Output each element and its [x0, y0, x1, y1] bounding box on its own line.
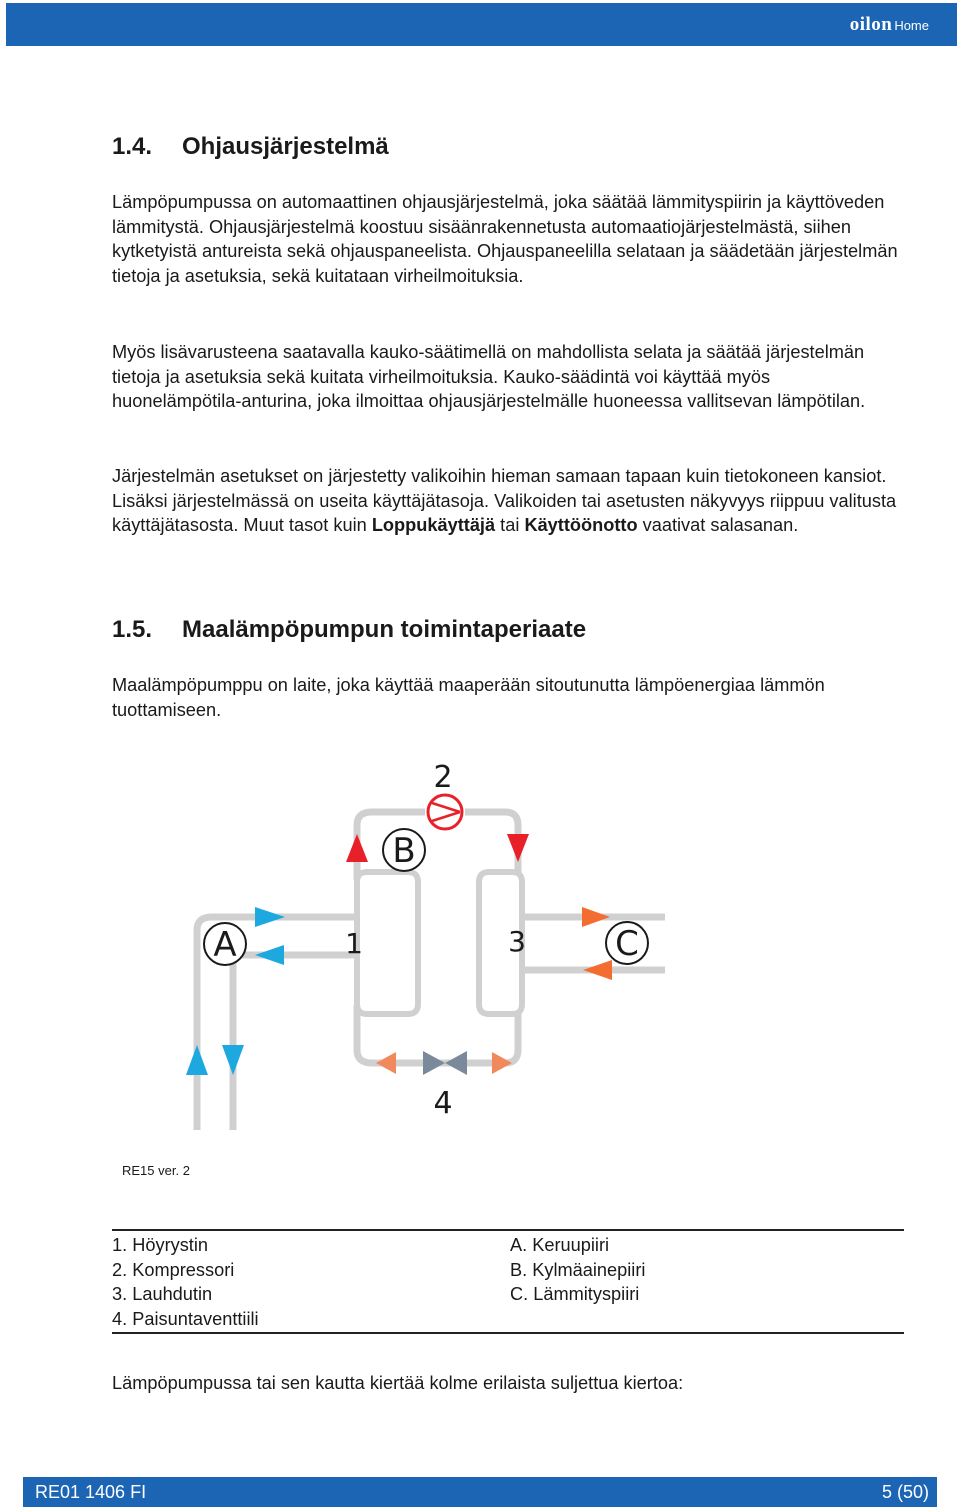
bold-kayttoonotto: Käyttöönotto: [524, 515, 638, 536]
logo-home-text: Home: [894, 18, 929, 33]
arrow-left-orange-icon: [583, 960, 612, 980]
section-number: 1.4.: [112, 133, 153, 160]
compressor-icon: [428, 795, 462, 829]
legend-top-rule: [112, 1229, 904, 1231]
legend-item-4: 4. Paisuntaventtiili: [112, 1309, 259, 1330]
section-heading-1-5: [112, 616, 586, 644]
label-3: 3: [508, 925, 526, 958]
paragraph-user-levels: [112, 464, 902, 538]
text-span: tai: [495, 515, 525, 536]
label-1: 1: [345, 927, 363, 960]
legend-table: [112, 1233, 645, 1332]
legend-item-1: 1. Höyrystin: [112, 1235, 209, 1255]
arrow-up-red-icon: [346, 834, 368, 862]
label-a: A: [213, 925, 237, 965]
section-number: 1.5.: [112, 616, 153, 643]
text-span: Järjestelmän asetukset on järjestetty valikoihin hieman samaan tapaan kuin tietokoneen kansiot. Lisäksi järjestelmässä on useita käyttäjätasoja. Valikoiden tai asetusten näkyvyys riippuu valitusta käyttäjätasosta. Muut tasot kuin: [112, 466, 897, 536]
header-bar: [6, 3, 957, 46]
legend-item-c: C. Lämmityspiiri: [510, 1284, 640, 1305]
legend-bottom-rule: [112, 1332, 904, 1334]
footer-bar: [23, 1477, 937, 1507]
label-4: 4: [433, 1086, 453, 1121]
paragraph-closing: Lämpöpumpussa tai sen kautta kiertää kolme erilaista suljettua kiertoa:: [112, 1373, 684, 1393]
evaporator-box: [357, 872, 418, 1014]
pipe-collector-out: [233, 955, 363, 1130]
arrow-left-salmon-icon: [376, 1052, 396, 1074]
arrow-right-salmon-icon: [492, 1052, 512, 1074]
diagram-caption: RE15 ver. 2: [122, 1163, 190, 1178]
expansion-valve-icon: [423, 1051, 467, 1075]
text-span: vaativat salasanan.: [637, 515, 799, 536]
bold-loppukayttaja: Loppukäyttäjä: [371, 515, 496, 536]
legend-row: [112, 1282, 645, 1307]
section-title: Maalämpöpumpun toimintaperiaate: [182, 616, 587, 643]
arrow-right-orange-icon: [582, 907, 610, 927]
paragraph-remote-controller: Myös lisävarusteena saatavalla kauko-säätimellä on mahdollista selata ja säätää järjestelmän tietoja ja asetuksia sekä kuitata virheilmoituksia. Kauko-säädintä voi käyttää myös huonelämpötila-anturina, joka ilmoittaa ohjausjärjestelmälle huoneessa vallitsevan lämpötilan.: [112, 342, 866, 412]
arrow-right-blue-icon: [255, 907, 285, 927]
section-title: Ohjausjärjestelmä: [182, 133, 389, 160]
paragraph-control-system: Lämpöpumpussa on automaattinen ohjausjärjestelmä, joka säätää lämmityspiirin ja käyttöveden lämmitystä. Ohjausjärjestelmä koostuu sisäänrakennetusta automaatiojärjestelmästä, siihen kytketyistä antureista sekä ohjauspaneelista. Ohjauspaneelilla selataan ja säädetään järjestelmän tietoja ja asetuksia, sekä kuitataan virheilmoituksia.: [112, 192, 898, 287]
heat-pump-diagram: [160, 750, 680, 1130]
arrow-down-blue-icon: [222, 1045, 244, 1075]
footer-page-number: 5 (50): [881, 1482, 929, 1502]
label-2: 2: [433, 760, 453, 795]
arrow-down-red-icon: [507, 834, 529, 862]
legend-item-a: A. Keruupiiri: [510, 1235, 610, 1255]
legend-item-2: 2. Kompressori: [112, 1259, 235, 1280]
footer-doc-code: RE01 1406 FI: [35, 1482, 147, 1502]
oilon-logo[interactable]: [850, 14, 929, 36]
label-b: B: [392, 831, 416, 871]
arrow-left-blue-icon: [255, 945, 284, 965]
legend-item-b: B. Kylmäainepiiri: [510, 1259, 646, 1280]
legend-row: [112, 1233, 645, 1258]
legend-item-3: 3. Lauhdutin: [112, 1284, 213, 1305]
legend-row: [112, 1258, 645, 1283]
legend-row: [112, 1307, 645, 1332]
section-heading-1-4: [112, 133, 389, 161]
paragraph-heat-pump-principle: Maalämpöpumppu on laite, joka käyttää maaperään sitoutunutta lämpöenergiaa lämmön tuottamiseen.: [112, 675, 825, 720]
arrow-up-blue-icon: [186, 1045, 208, 1075]
label-c: C: [615, 924, 639, 964]
logo-text: oilon: [849, 14, 893, 35]
